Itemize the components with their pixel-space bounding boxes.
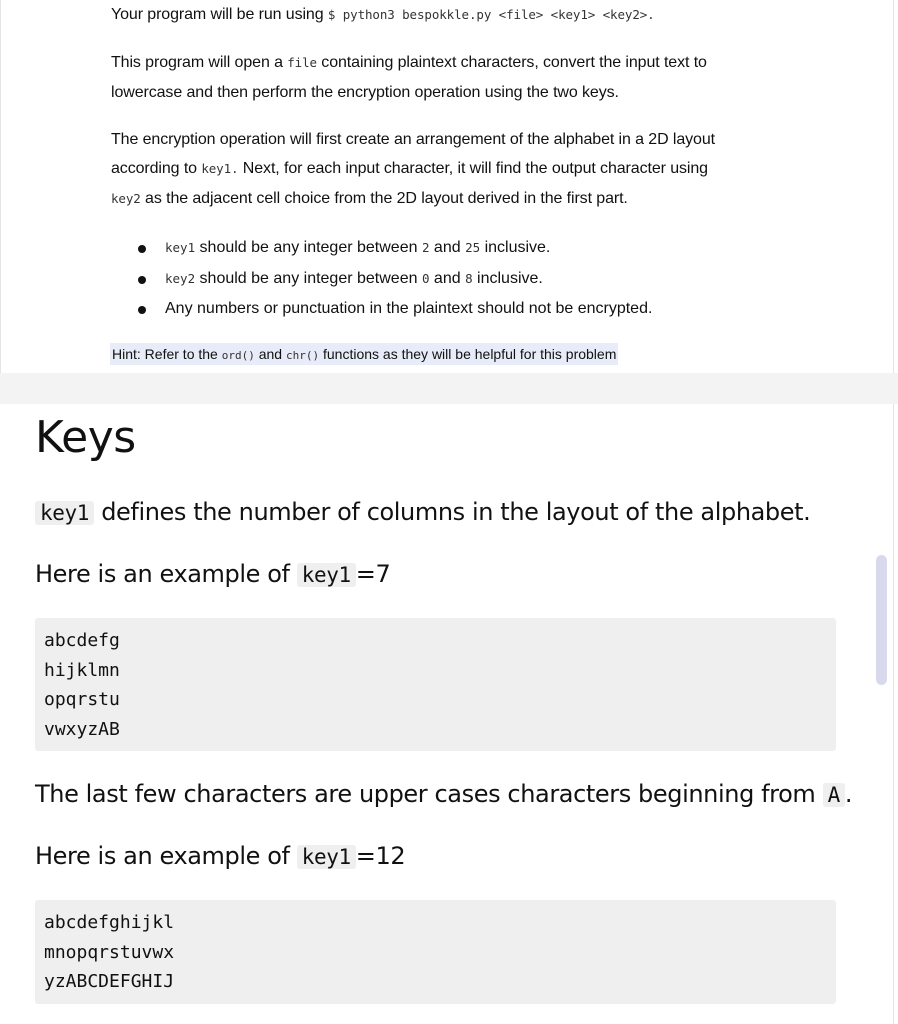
key1-inline-code: key1 — [297, 845, 356, 869]
code-line: abcdefghijkl — [44, 912, 175, 933]
intro-line-2: lowercase and then perform the encryption operation using the two keys. — [111, 84, 619, 101]
panel-separator — [0, 373, 898, 404]
code-line: abcdefg — [44, 630, 120, 651]
bullet-marker — [138, 245, 146, 253]
key2-code: key2 — [111, 191, 141, 206]
bullet-item-key1: key1 should be any integer between 2 and 25 inclusive. — [165, 239, 551, 256]
bullet-marker — [138, 276, 146, 284]
code-line: opqrstu — [44, 689, 120, 711]
panel-border — [0, 0, 1, 373]
keys-panel — [0, 404, 898, 1024]
code-line: vwxyzAB — [44, 719, 120, 741]
bullet-item-key2: key2 should be any integer between 0 and 8 inclusive. — [165, 270, 543, 287]
layout-block-key1-12 — [35, 900, 836, 1004]
intro-line-1: This program will open a file containing plaintext characters, convert the input text to — [111, 54, 707, 71]
code-line: mnopqrstuvwx — [44, 941, 175, 963]
panel-border — [893, 0, 894, 373]
encryption-line-3: key2 as the adjacent cell choice from the 2D layout derived in the first part. — [111, 190, 628, 207]
scrollbar-thumb[interactable] — [876, 555, 887, 685]
layout-block-key1-7 — [35, 618, 836, 751]
key1-inline-code: key1 — [35, 501, 94, 525]
encryption-line-1: The encryption operation will first create an arrangement of the alphabet in a 2D layout — [111, 131, 715, 148]
hint-highlight: Hint: Refer to the ord() and chr() functions as they will be helpful for this problem — [110, 343, 618, 365]
key1-code: key1. — [201, 161, 239, 176]
run-command-code: $ python3 bespokkle.py <file> <key1> <key2>. — [327, 7, 655, 22]
panel-border — [893, 404, 894, 1024]
run-command-line: Your program will be run using $ python3 bespokkle.py <file> <key1> <key2>. — [111, 6, 655, 23]
a-inline-code: A — [823, 783, 845, 807]
example-12-intro: Here is an example of key1 =12 — [35, 842, 406, 870]
ord-code: ord() — [221, 349, 255, 362]
code-line: hijklmn — [44, 659, 120, 681]
file-code: file — [287, 55, 317, 70]
keys-heading: Keys — [35, 412, 136, 463]
bullet-item-punctuation: Any numbers or punctuation in the plaintext should not be encrypted. — [165, 300, 653, 317]
chr-code: chr() — [285, 349, 320, 362]
key1-definition: key1 defines the number of columns in the layout of the alphabet. — [35, 498, 810, 526]
example-7-intro: Here is an example of key1 =7 — [35, 560, 391, 588]
uppercase-note: The last few characters are upper cases characters beginning from A . — [35, 780, 853, 808]
code-line: yzABCDEFGHIJ — [44, 971, 175, 993]
bullet-marker — [138, 306, 146, 314]
key1-inline-code: key1 — [297, 563, 356, 587]
encryption-line-2: according to key1. Next, for each input character, it will find the output character using — [111, 160, 708, 177]
instructions-panel — [0, 0, 898, 373]
